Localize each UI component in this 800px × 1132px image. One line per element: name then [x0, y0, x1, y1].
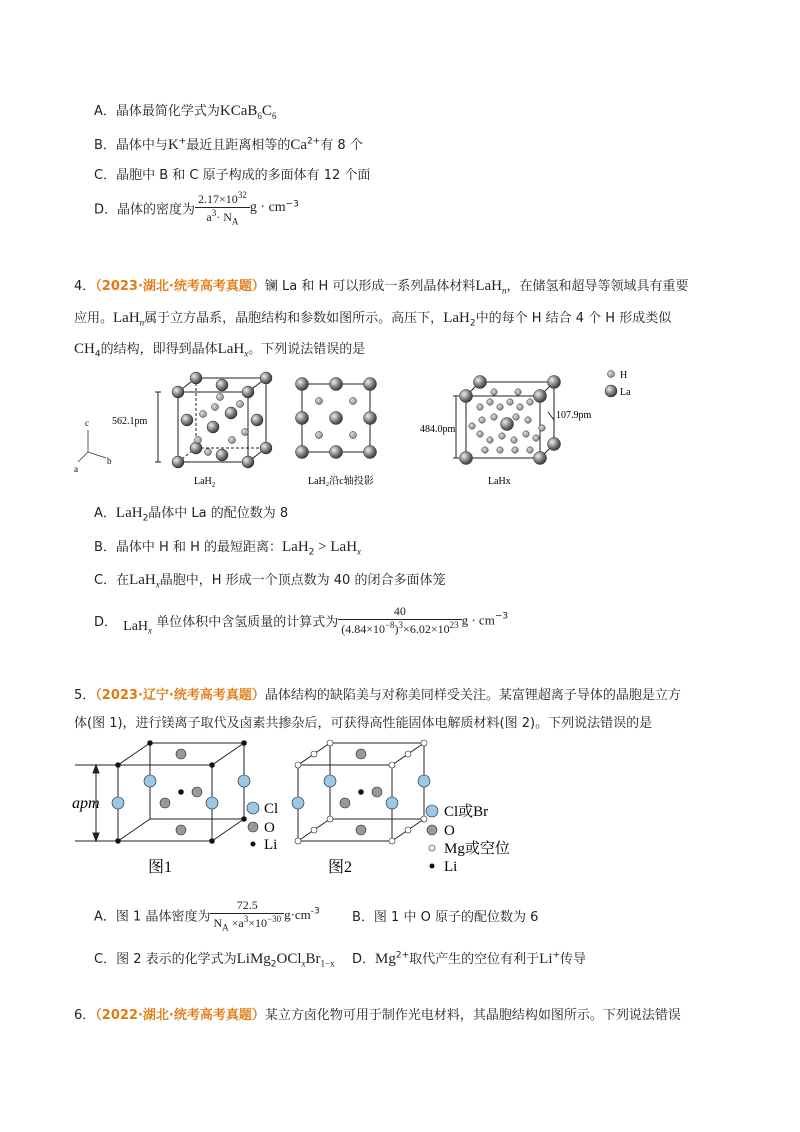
fig1-legend-cl: Cl — [264, 801, 279, 817]
q3-option-d: D．晶体的密度为 $\frac{2.17\times 10^{32}}{a^3\cdot N_A}$ $g \cdot cm^{-3}$ — [94, 190, 299, 227]
q3-option-a: A．晶体最简化学式为$KCaB_6C_6$ — [94, 103, 277, 121]
fig1-density-fraction: $\frac{72.5}{N_A \times a^3\times 10^{-30}}$ — [210, 898, 284, 932]
q4-crystal-figure — [70, 362, 670, 496]
axis-diagram — [78, 430, 106, 462]
q5-option-b: B．图 1 中 O 原子的配位数为 6 — [352, 910, 539, 925]
fig2-caption: 图2 — [328, 859, 353, 876]
q4-option-d: D． LaH$_x$ 单位体积中含氢质量的计算式为 $\frac{40}{(4.84\times 10^{-8})^3\times 6.02\times 10^{23}}$ $g \cdot cm^{-3}$ — [94, 604, 509, 636]
fig1-caption: 图1 — [148, 859, 173, 876]
q5-stem-line1: 5．（2023·辽宁·统考高考真题）晶体结构的缺陷美与对称美同样受关注。某富锂超离子导体的晶胞是立方 — [74, 688, 681, 703]
axis-a-label: a — [74, 464, 78, 474]
axis-c-label: c — [85, 418, 89, 428]
q4-stem-line2: 应用。LaH$_n$属于立方晶系，晶胞结构和参数如图所示。高压下，LaH$_2$中的每个 H 结合 4 个 H 形成类似 — [74, 310, 672, 329]
q6-stem-line1: 6．（2022·湖北·统考高考真题）某立方卤化物可用于制作光电材料，其晶胞结构如图所示。下列说法错误 — [74, 1008, 681, 1023]
q5-option-a: A．图 1 晶体密度为 $\frac{72.5}{N_A \times a^3\times 10^{-30}}$ $g\cdot cm^{-3}$ — [94, 898, 320, 933]
q4-option-c: C．在LaH$_x$晶胞中，H 形成一个顶点数为 40 的闭合多面体笼 — [94, 572, 446, 590]
fig2-legend-o-marker — [427, 825, 437, 835]
fig1-legend-li: Li — [264, 837, 278, 853]
q4-stem-line1: 4．（2023·湖北·统考高考真题）镧 La 和 H 可以形成一系列晶体材料LaH$_n$，在储氢和超导等领域具有重要 — [74, 278, 689, 296]
lah2-caption: LaH$_2$ — [194, 476, 216, 489]
q3-option-b: B．晶体中与K+最近且距离相等的$Ca^{2+}$有 8 个 — [94, 136, 363, 153]
apm-label: apm — [72, 795, 100, 812]
q4-stem-line3: $CH_4$的结构，即得到晶体LaH$_x$。下列说法错误的是 — [74, 341, 366, 360]
fig1-legend-o-marker — [248, 822, 258, 832]
fig2-legend-clbr-marker — [426, 805, 438, 817]
fig1-legend-li-marker — [251, 842, 256, 847]
fig2-atoms — [292, 740, 430, 844]
lah2-dimension: 562.1pm — [112, 416, 148, 427]
legend-h-marker — [608, 371, 615, 378]
fig2-legend-o: O — [444, 823, 455, 839]
lahx-atoms — [460, 376, 561, 465]
lahx-hh-distance: 107.9pm — [556, 410, 592, 421]
q5-option-c: C．图 2 表示的化学式为$LiMg_2OCl_xBr_{1-x}$ — [94, 951, 335, 970]
projection-caption: LaH₂沿c轴投影 — [308, 476, 374, 487]
density-fraction: $\frac{2.17\times 10^{32}}{a^3\cdot N_A}$ — [195, 190, 250, 226]
q4-option-a: A．LaH$_2$晶体中 La 的配位数为 8 — [94, 505, 289, 524]
q5-option-d: D．$Mg^{2+}$取代产生的空位有利于Li+传导 — [352, 950, 587, 967]
fig2-legend-li: Li — [444, 859, 458, 875]
fig2-legend-li-marker — [430, 864, 435, 869]
q5-stem-line2: 体(图 1)，进行镁离子取代及卤素共掺杂后，可获得高性能固体电解质材料(图 2)。下列说法错误的是 — [74, 716, 653, 731]
fig1-legend-cl-marker — [247, 802, 259, 814]
lah2-atoms — [172, 372, 272, 468]
lahx-dimension: 484.0pm — [420, 424, 456, 435]
q5-crystal-figure — [70, 735, 570, 885]
q3-option-c: C．晶胞中 B 和 C 原子构成的多面体有 12 个面 — [94, 168, 371, 183]
lahx-caption: LaHx — [488, 476, 511, 487]
legend-la-marker — [605, 385, 617, 397]
legend-la-label: La — [620, 387, 631, 398]
fig2-legend-mg-marker — [429, 845, 435, 851]
axis-b-label: b — [107, 456, 112, 466]
legend-h-label: H — [620, 370, 628, 381]
lah2-projection — [296, 378, 377, 459]
hydrogen-mass-fraction: $\frac{40}{(4.84\times 10^{-8})^3\times 6.02\times 10^{23}}$ — [338, 604, 461, 637]
q4-option-b: B．晶体中 H 和 H 的最短距离：LaH$_2$ > LaH$_x$ — [94, 539, 362, 558]
fig2-legend-mg: Mg或空位 — [444, 841, 510, 857]
fig2-legend-clbr: Cl或Br — [444, 804, 489, 820]
fig1-legend-o: O — [264, 820, 275, 836]
fig1-atoms — [112, 741, 250, 844]
